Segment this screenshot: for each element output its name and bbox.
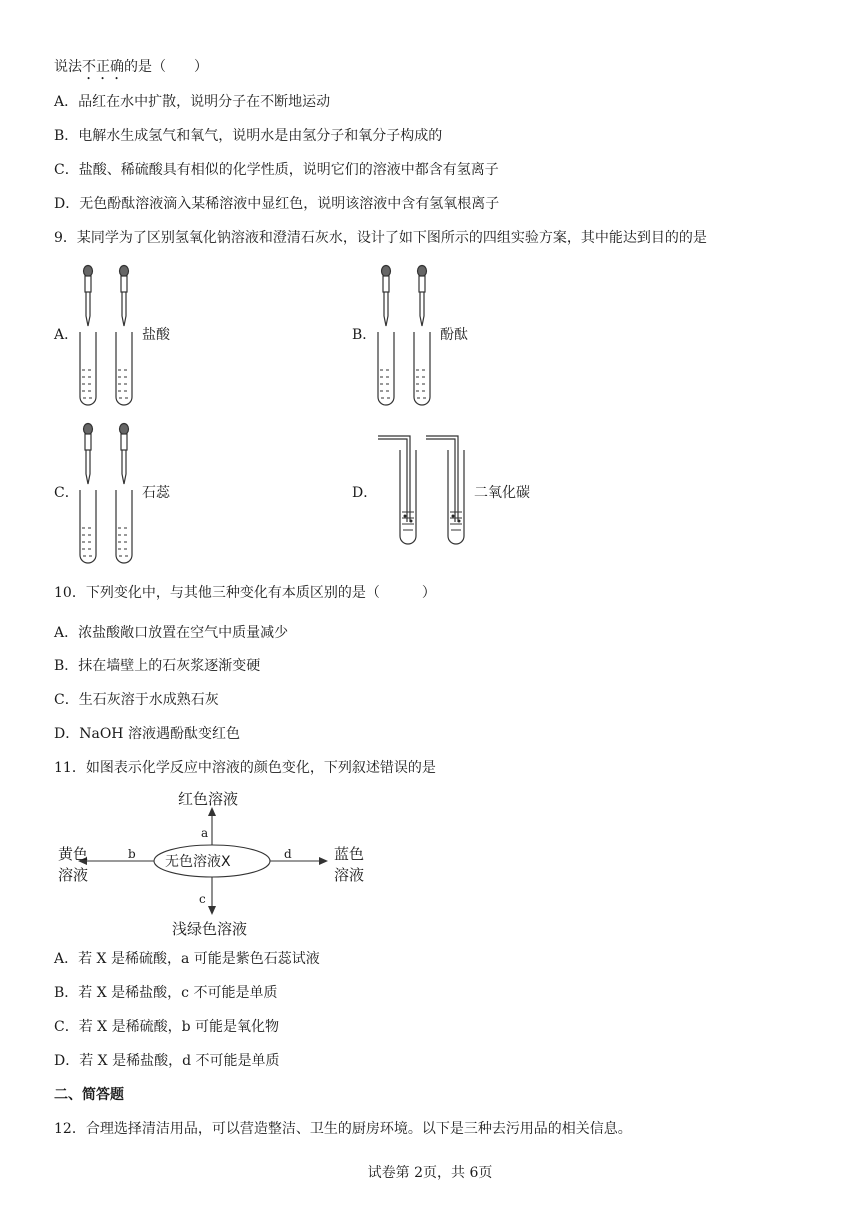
q11-option-a: A．若 X 是稀硫酸，a 可能是紫色石蕊试液 — [54, 951, 320, 967]
q11-option-c: C．若 X 是稀硫酸，b 可能是氧化物 — [54, 1019, 279, 1035]
q11-option-b: B．若 X 是稀盐酸，c 不可能是单质 — [54, 985, 278, 1001]
q8-stem-emphasis: 不正确 — [82, 59, 124, 75]
q11-bottom-result: 浅绿色溶液 — [172, 920, 248, 938]
q11-stem: 11．如图表示化学反应中溶液的颜色变化，下列叙述错误的是 — [54, 760, 436, 776]
q11-right-result-line1: 蓝色 — [334, 845, 365, 863]
q9-option-d-figure — [374, 430, 474, 550]
q9-option-c-reagent: 石蕊 — [142, 485, 170, 501]
q8-option-b: B．电解水生成氢气和氧气，说明水是由氢分子和氧分子构成的 — [54, 128, 443, 144]
q9-option-d-reagent: 二氧化碳 — [474, 485, 530, 501]
q9-option-b-figure — [374, 262, 444, 407]
q8-option-d: D．无色酚酞溶液滴入某稀溶液中显红色，说明该溶液中含有氢氧根离子 — [54, 196, 500, 212]
q9-option-a-reagent: 盐酸 — [142, 327, 170, 343]
q10-option-b: B．抹在墙壁上的石灰浆逐渐变硬 — [54, 658, 261, 674]
q8-option-a: A．品红在水中扩散，说明分子在不断地运动 — [54, 94, 331, 110]
q10-option-a: A．浓盐酸敞口放置在空气中质量减少 — [54, 625, 289, 641]
q11-arrow-c-label: c — [199, 892, 206, 906]
q11-left-result-line1: 黄色 — [58, 845, 89, 863]
q11-left-result-line2: 溶液 — [58, 866, 89, 884]
section-heading: 二、简答题 — [54, 1087, 124, 1103]
q9-option-a-letter: A． — [54, 327, 79, 343]
q10-option-d: D．NaOH 溶液遇酚酞变红色 — [54, 726, 240, 742]
q11-arrow-b-label: b — [128, 847, 136, 861]
q9-option-c-letter: C． — [54, 485, 79, 501]
q10-stem: 10．下列变化中，与其他三种变化有本质区别的是（ ） — [54, 585, 436, 601]
q11-arrow-a-label: a — [201, 826, 209, 840]
q9-option-b-letter: B． — [352, 327, 377, 343]
q10-option-c: C．生石灰溶于水成熟石灰 — [54, 692, 219, 708]
q9-option-a-figure — [76, 262, 146, 407]
q9-stem: 9．某同学为了区别氢氧化钠溶液和澄清石灰水，设计了如下图所示的四组实验方案，其中能达到目的的是 — [54, 230, 707, 246]
q12-stem: 12．合理选择清洁用品，可以营造整洁、卫生的厨房环境。以下是三种去污用品的相关信息。 — [54, 1121, 632, 1137]
q9-option-c-figure — [76, 420, 146, 565]
q9-option-d-letter: D． — [352, 485, 378, 501]
q11-option-d: D．若 X 是稀盐酸，d 不可能是单质 — [54, 1053, 280, 1069]
q11-top-result: 红色溶液 — [178, 790, 239, 808]
q11-arrow-d-label: d — [284, 847, 292, 861]
q9-option-b-reagent: 酚酞 — [440, 327, 468, 343]
page-footer: 试卷第 2页，共 6页 — [367, 1165, 493, 1181]
q8-option-c: C．盐酸、稀硫酸具有相似的化学性质，说明它们的溶液中都含有氢离子 — [54, 162, 499, 178]
q11-right-result-line2: 溶液 — [334, 866, 365, 884]
q11-center-solution: 无色溶液X — [165, 854, 231, 870]
q8-stem: 说法不正确的是（ ） — [54, 59, 208, 75]
